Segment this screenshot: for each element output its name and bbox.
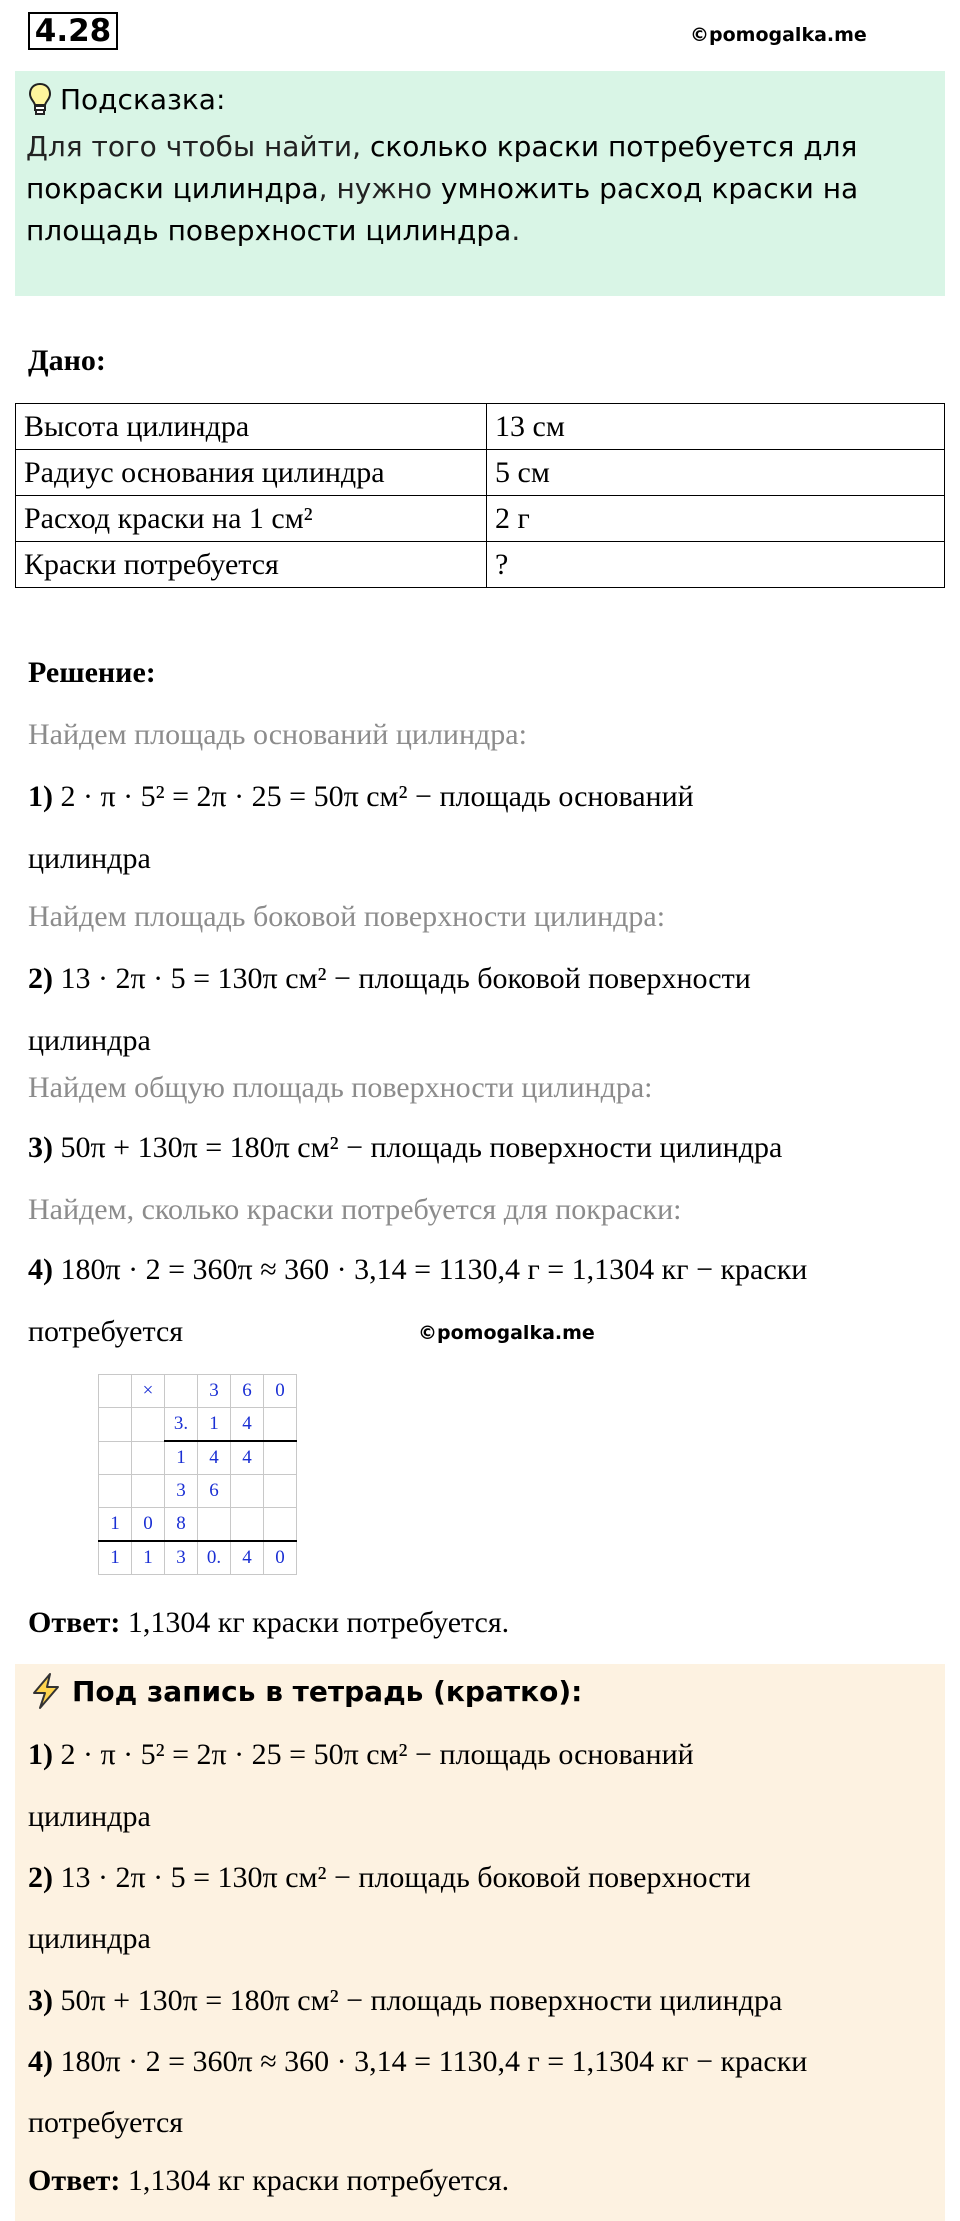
note-expression: 50π + 130π = 180π см² − площадь поверхности цилиндра — [53, 1984, 783, 2017]
step-expression: 50π + 130π = 180π см² − площадь поверхности цилиндра — [53, 1131, 783, 1164]
hint-title — [28, 82, 225, 116]
answer-text: 1,1304 кг краски потребуется. — [120, 1606, 510, 1639]
grid-cell — [198, 1508, 231, 1542]
step-expression: 180π · 2 = 360π ≈ 360 · 3,14 = 1130,4 г = 1,1304 кг − краски — [53, 1253, 808, 1286]
note-line — [28, 1861, 751, 1895]
step-comment: Найдем, сколько краски потребуется для покраски: — [28, 1193, 682, 1226]
step-number: 4) — [28, 1253, 53, 1286]
grid-cell: 6 — [198, 1475, 231, 1508]
given-name: Радиус основания цилиндра — [16, 450, 487, 496]
given-value: 13 см — [487, 404, 945, 450]
solution-label: Решение: — [28, 656, 156, 689]
grid-cell — [264, 1508, 297, 1542]
answer-label: Ответ: — [28, 1606, 121, 1639]
given-name: Высота цилиндра — [16, 404, 487, 450]
step-comment: Найдем площадь боковой поверхности цилиндра: — [28, 900, 666, 933]
step-number: 2) — [28, 962, 53, 995]
note-expression: цилиндра — [28, 1800, 151, 1833]
step-continuation: цилиндра — [28, 1024, 151, 1057]
step-comment: Найдем площадь оснований цилиндра: — [28, 718, 527, 751]
hint-part: , нужно — [318, 172, 441, 205]
table-row — [16, 404, 945, 450]
grid-cell: 0. — [198, 1541, 231, 1575]
watermark: ©pomogalka.me — [690, 24, 867, 46]
grid-row — [99, 1541, 297, 1575]
lightbulb-icon — [28, 82, 52, 116]
grid-cell — [132, 1475, 165, 1508]
step-number: 1) — [28, 780, 53, 813]
step-comment: Найдем общую площадь поверхности цилиндра: — [28, 1071, 653, 1104]
grid-cell: 0 — [264, 1375, 297, 1408]
grid-cell — [132, 1408, 165, 1442]
given-label: Дано: — [28, 344, 106, 377]
note-expression: цилиндра — [28, 1922, 151, 1955]
note-expression: 13 · 2π · 5 = 130π см² − площадь боковой поверхности — [53, 1861, 751, 1894]
grid-cell: 4 — [231, 1541, 264, 1575]
grid-cell — [264, 1475, 297, 1508]
given-table — [15, 403, 945, 588]
note-line — [28, 2106, 183, 2140]
note-line — [28, 1922, 151, 1956]
table-row — [16, 542, 945, 588]
grid-cell — [264, 1408, 297, 1442]
note-number: 3) — [28, 1984, 53, 2017]
grid-cell: 6 — [231, 1375, 264, 1408]
step-line — [28, 1131, 782, 1165]
answer — [28, 1606, 509, 1640]
grid-cell: 3. — [165, 1408, 198, 1442]
grid-row — [99, 1375, 297, 1408]
hint-text — [26, 126, 926, 252]
problem-number: 4.28 — [28, 12, 118, 50]
grid-cell: 3 — [198, 1375, 231, 1408]
note-expression: потребуется — [28, 2106, 184, 2139]
hint-part: . — [511, 214, 521, 247]
answer-text: 1,1304 кг краски потребуется. — [120, 2164, 510, 2197]
step-line — [28, 962, 751, 996]
grid-row — [99, 1508, 297, 1542]
grid-cell: 1 — [165, 1441, 198, 1475]
grid-cell: 3 — [165, 1541, 198, 1575]
grid-cell: 4 — [198, 1441, 231, 1475]
answer-label: Ответ: — [28, 2164, 121, 2197]
grid-cell: 1 — [99, 1541, 132, 1575]
multiplication-grid — [98, 1374, 297, 1575]
note-number: 2) — [28, 1861, 53, 1894]
given-value: ? — [487, 542, 945, 588]
grid-cell — [99, 1375, 132, 1408]
grid-cell: 3 — [165, 1475, 198, 1508]
grid-cell: 0 — [132, 1508, 165, 1542]
step-expression: 13 · 2π · 5 = 130π см² − площадь боковой поверхности — [53, 962, 751, 995]
grid-cell — [264, 1441, 297, 1475]
step-number: 3) — [28, 1131, 53, 1164]
grid-cell: 0 — [264, 1541, 297, 1575]
grid-cell — [231, 1508, 264, 1542]
note-line — [28, 1800, 151, 1834]
table-row — [16, 496, 945, 542]
grid-cell — [99, 1408, 132, 1442]
note-number: 4) — [28, 2045, 53, 2078]
note-line — [28, 1984, 782, 2018]
grid-cell — [165, 1375, 198, 1408]
note-line — [28, 2045, 807, 2079]
step-continuation: потребуется — [28, 1315, 184, 1348]
watermark: ©pomogalka.me — [418, 1322, 595, 1344]
grid-cell — [99, 1475, 132, 1508]
given-value: 2 г — [487, 496, 945, 542]
note-expression: 2 · π · 5² = 2π · 25 = 50π см² − площадь оснований — [53, 1738, 694, 1771]
note-line — [28, 1738, 694, 1772]
notes-answer — [28, 2164, 509, 2198]
grid-cell: 1 — [198, 1408, 231, 1442]
grid-row — [99, 1408, 297, 1442]
given-name: Краски потребуется — [16, 542, 487, 588]
grid-cell — [231, 1475, 264, 1508]
grid-cell: 1 — [99, 1508, 132, 1542]
grid-cell — [132, 1441, 165, 1475]
grid-cell: 4 — [231, 1408, 264, 1442]
given-name: Расход краски на 1 см² — [16, 496, 487, 542]
grid-cell: × — [132, 1375, 165, 1408]
step-line — [28, 1253, 807, 1287]
table-row — [16, 450, 945, 496]
notes-title-text: Под запись в тетрадь (кратко): — [72, 1674, 583, 1708]
note-number: 1) — [28, 1738, 53, 1771]
lightning-icon — [28, 1672, 64, 1710]
note-expression: 180π · 2 = 360π ≈ 360 · 3,14 = 1130,4 г = 1,1304 кг − краски — [53, 2045, 808, 2078]
grid-row — [99, 1441, 297, 1475]
step-line — [28, 780, 694, 814]
step-continuation: цилиндра — [28, 842, 151, 875]
notes-title — [28, 1672, 582, 1710]
grid-cell: 1 — [132, 1541, 165, 1575]
grid-cell: 8 — [165, 1508, 198, 1542]
hint-title-text: Подсказка: — [60, 82, 226, 116]
grid-cell: 4 — [231, 1441, 264, 1475]
step-expression: 2 · π · 5² = 2π · 25 = 50π см² − площадь оснований — [53, 780, 694, 813]
hint-part: Для того чтобы найти, — [26, 130, 370, 163]
hint-emphasis: умножить расход краски на площадь поверхности цилиндра — [26, 172, 859, 247]
grid-row — [99, 1475, 297, 1508]
hint-emphasis: сколько краски потребуется для покраски цилиндра — [26, 130, 858, 205]
given-value: 5 см — [487, 450, 945, 496]
grid-cell — [99, 1441, 132, 1475]
